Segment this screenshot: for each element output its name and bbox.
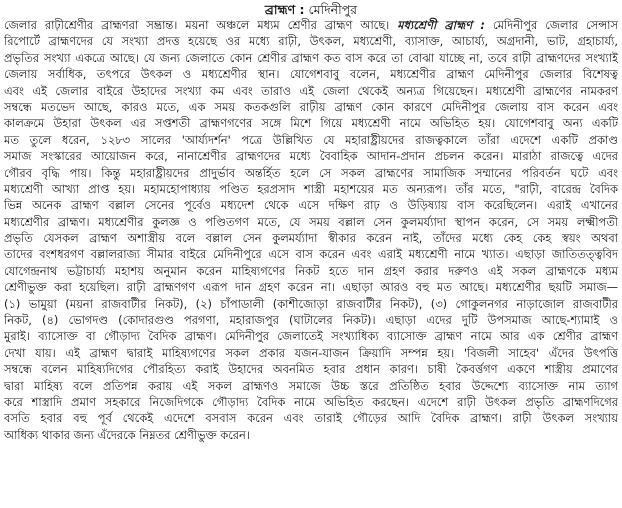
text-line: প্রভৃতির সংখ্যা একত্রে আছে। যে জন্য জেলাতে কোন শ্রেণীর ব্রাহ্মণ কত বাস করে তা বোঝা যাচ্ছে না, তবে রাঢ়ী ব্রাহ্মণদের সংখ্যাই (4, 50, 618, 65)
text-line: মধ্যশ্রেণীর ব্রাহ্মণ। মধ্যশ্রেণীর কুলজ্ঞ ও পণ্ডিতগণ মতে, যে সময় বল্লাল সেন কুলমর্য্যাদা স্থাপন করেন, সে সময় লক্ষ্মীপতী (4, 214, 618, 229)
text-line: জেলায় সর্বাধিক, তৎপরে উৎকল ও মধ্যশ্রেণীর স্থান। যোগেশবাবু বলেন, মধ্যশ্রেণীর ব্রাহ্মণ মেদিনীপুর জেলার বিশেষত্ব (4, 67, 618, 82)
text-line: ভিন্ন অনেক ব্রাহ্মণ বল্লাল সেনের পূর্বেও মধ্যদেশ থেকে এসে দক্ষিণ রাঢ় ও উড়িষ্যায় বাস করেছিলেন। এরাই এখানের (4, 198, 618, 213)
section-heading (4, 2, 618, 17)
subheading-madhyashreni: মধ্যশ্রেণী ব্রাহ্মণ : (397, 18, 485, 32)
text-line: মধ্যশ্রেণী আখ্যা প্রাপ্ত হয়। মহামহোপাধ্যায় পণ্ডিত হরপ্রসাদ শাস্ত্রী মহাশয়ের মত অন্যরূপ। তাঁর মতে, "রাঢ়ী, বারেন্দ্র বৈদিক (4, 181, 618, 196)
body-paragraph (4, 17, 618, 443)
text-line: সম্বন্ধে বলেন মাহিষ্যদিগের পৌরহিত্য করাই উহাদের অবনমিত হবার প্রধান কারণ। চাষী কৈবর্ত্তগণ একণে শাস্ত্রীয় প্রমাণের (4, 362, 618, 377)
text-line: দেখা যায়। এই ব্রাহ্মণ দ্বারাই মাহিষ্যগণের সকল প্রকার যজন-যাজন ক্রিয়াদি সম্পন্ন হয়। 'বিজলী সাহেব' এঁদের উৎপত্তি (4, 345, 618, 360)
text-line: জেলার রাঢ়ীশ্রেণীর ব্রাহ্মণরা সম্ভ্রান্ত। ময়না অঞ্চলে মধ্যম শ্রেণীর ব্রাহ্মণ আছে। মধ্যশ্রেণী ব্রাহ্মণ : মেদিনীপুর জেলার সেন্সাস (4, 18, 618, 32)
text-line: (১) ভামুয়া (ময়না রাজবাটীর নিকট), (২) চাঁপাডালী (কাশীজোড়া রাজবাটীর নিকট), (৩) গোকুলনগর নাড়াজোল রাজবাটীর (4, 296, 618, 311)
text-line: দ্বারা মাহিষ্য বলে প্রতিপন্ন করায় এই সকল ব্রাহ্মণও সমাজে উচ্চ স্তরে প্রতিষ্ঠিত হবার উদ্দেশ্যে ব্যাসোক্ত নাম ত্যাগ (4, 378, 618, 393)
text-line: করে শাস্ত্রাদি প্রমাণ সহকারে নিজেদিগকে গৌড়াদ্য বৈদিক নামে অভিহিত করছেন। এদেশে রাঢ়ী উৎকল প্রভৃতি ব্রাহ্মণদিগের (4, 394, 618, 409)
text-line: আধিক্য থাকার জন্য এঁদেরকে নিম্নতর শ্রেণীভুক্ত করেন। (4, 427, 250, 442)
text-line: এবং এই জেলার বাইরে উহাদের সংখ্যা কম এবং তারাও এই জেলা থেকেই অন্যত্র গিয়েছেন। মধ্যশ্রেণী ব্রাহ্মণের নামকরণ (4, 83, 618, 98)
text-line: মুরাই। ব্যাসোক্ত বা গৌড়াদ্য বৈদিক ব্রাহ্মণ। মেদিনীপুর জেলাতেই সংখ্যাধিক্য ব্যাসোক্ত ব্রাহ্মণ নামে আর এক শ্রেণীর ব্রাহ্মণ (4, 329, 618, 344)
text-line: রিপোর্টে ব্রাহ্মণদের যে সংখ্যা প্রদত্ত হয়েছে ওর মধ্যে রাঢ়ী, উৎকল, মধ্যশ্রেণী, ব্যাসাক্ত, আচার্য্য, অগ্রদানী, ভাট, গ্রহাচার্য্য, (4, 34, 618, 49)
text-line: গৌরব বৃদ্ধি পায়। কিন্তু মহারাষ্ট্রীয়দের প্রাদুর্ভাব অন্তর্হিত হলে সে সকল ব্রাহ্মণের সামাজিক সম্মানের পরিবর্তন ঘটে এবং (4, 165, 618, 180)
text-line: কালক্রমে উহারা উৎকল এর সপ্তশতী ব্রাহ্মণগণের সঙ্গে মিশে গিয়ে মধ্যশ্রেণী নামে অভিহিত হয়। যোগেশবাবু অন্য একটি (4, 116, 618, 131)
heading-title: ব্রাহ্মণ : (264, 2, 305, 17)
text-line: যোগেন্দ্রনাথ ভট্টাচার্য্য মহাশয় অনুমান করেন মাহিষ্যগণের নিকট হতে দান গ্রহণ করার দরুণও এই সকল ব্রাহ্মণকে মধ্যম (4, 263, 618, 278)
text-line: শ্রেণীভুক্ত করা হয়েছিল। রাঢ়ী ব্রাহ্মণগণ এরূপ দান গ্রহণ করেন না। এছাড়া আরও বহু মত আছে। মধ্যশ্রেণীর ছয়টি সমাজ— (4, 280, 618, 295)
text-line: মত তুলে ধরেন, ১২৮৩ সালের 'আর্য্যদর্শন' পত্রে উল্লিখিত যে মহারাষ্ট্রীয়দের রাজত্বকালে তাঁরা এদেশে একটি প্রকাণ্ড (4, 132, 618, 147)
text-line: সম্বন্ধে মতভেদ আছে, কারও মতে, এক সময় কতকগুলি রাঢ়ীয় ব্রাহ্মণ কোন কারণে মেদিনীপুর জেলায় বাস করেন এবং (4, 99, 618, 114)
text-line: তাদের বংশধরগণ বল্লালরাজ্য সীমার বাইরে মেদিনীপুরে এসে বাস করেন এবং এরাই মধ্যশ্রেণী নামে খ্যাত। এছাড়া জাতিতত্ত্ববিদ (4, 247, 618, 262)
text-line: নিকট, (৪) ভোগদণ্ড (কোদারগুণ্ড পরগণা, মহারাজপুর (ঘাটালের নিকট)। এছাড়া এদের দুটি উপসমাজ আছে-শ্যামাই ও (4, 313, 618, 328)
text-line: বসতি হবার বহু পূর্ব থেকেই এদেশে বসবাস করেন এবং তারাই গৌড়ের আদি বৈদিক ব্রাহ্মণ। রাঢ়ী উৎকল সংখ্যায় (4, 411, 618, 426)
text-line: সমাজ সংস্কারের আয়োজন করে, নানাশ্রেণীর ব্রাহ্মণদের মধ্যে বৈবাহিক আদান-প্রদান প্রচলন করেন। মারাঠা রাজত্বে এদের (4, 149, 618, 164)
heading-subtitle: মেদিনীপুর (308, 2, 358, 17)
text-line: প্রভৃতি যেসকল ব্রাহ্মণ অশাস্ত্রীয় বলে বল্লাল সেন কুলমর্য্যাদা স্বীকার করেন নাই, তাঁদের মধ্যে কেহ কেহ স্বয়ং অথবা (4, 231, 618, 246)
